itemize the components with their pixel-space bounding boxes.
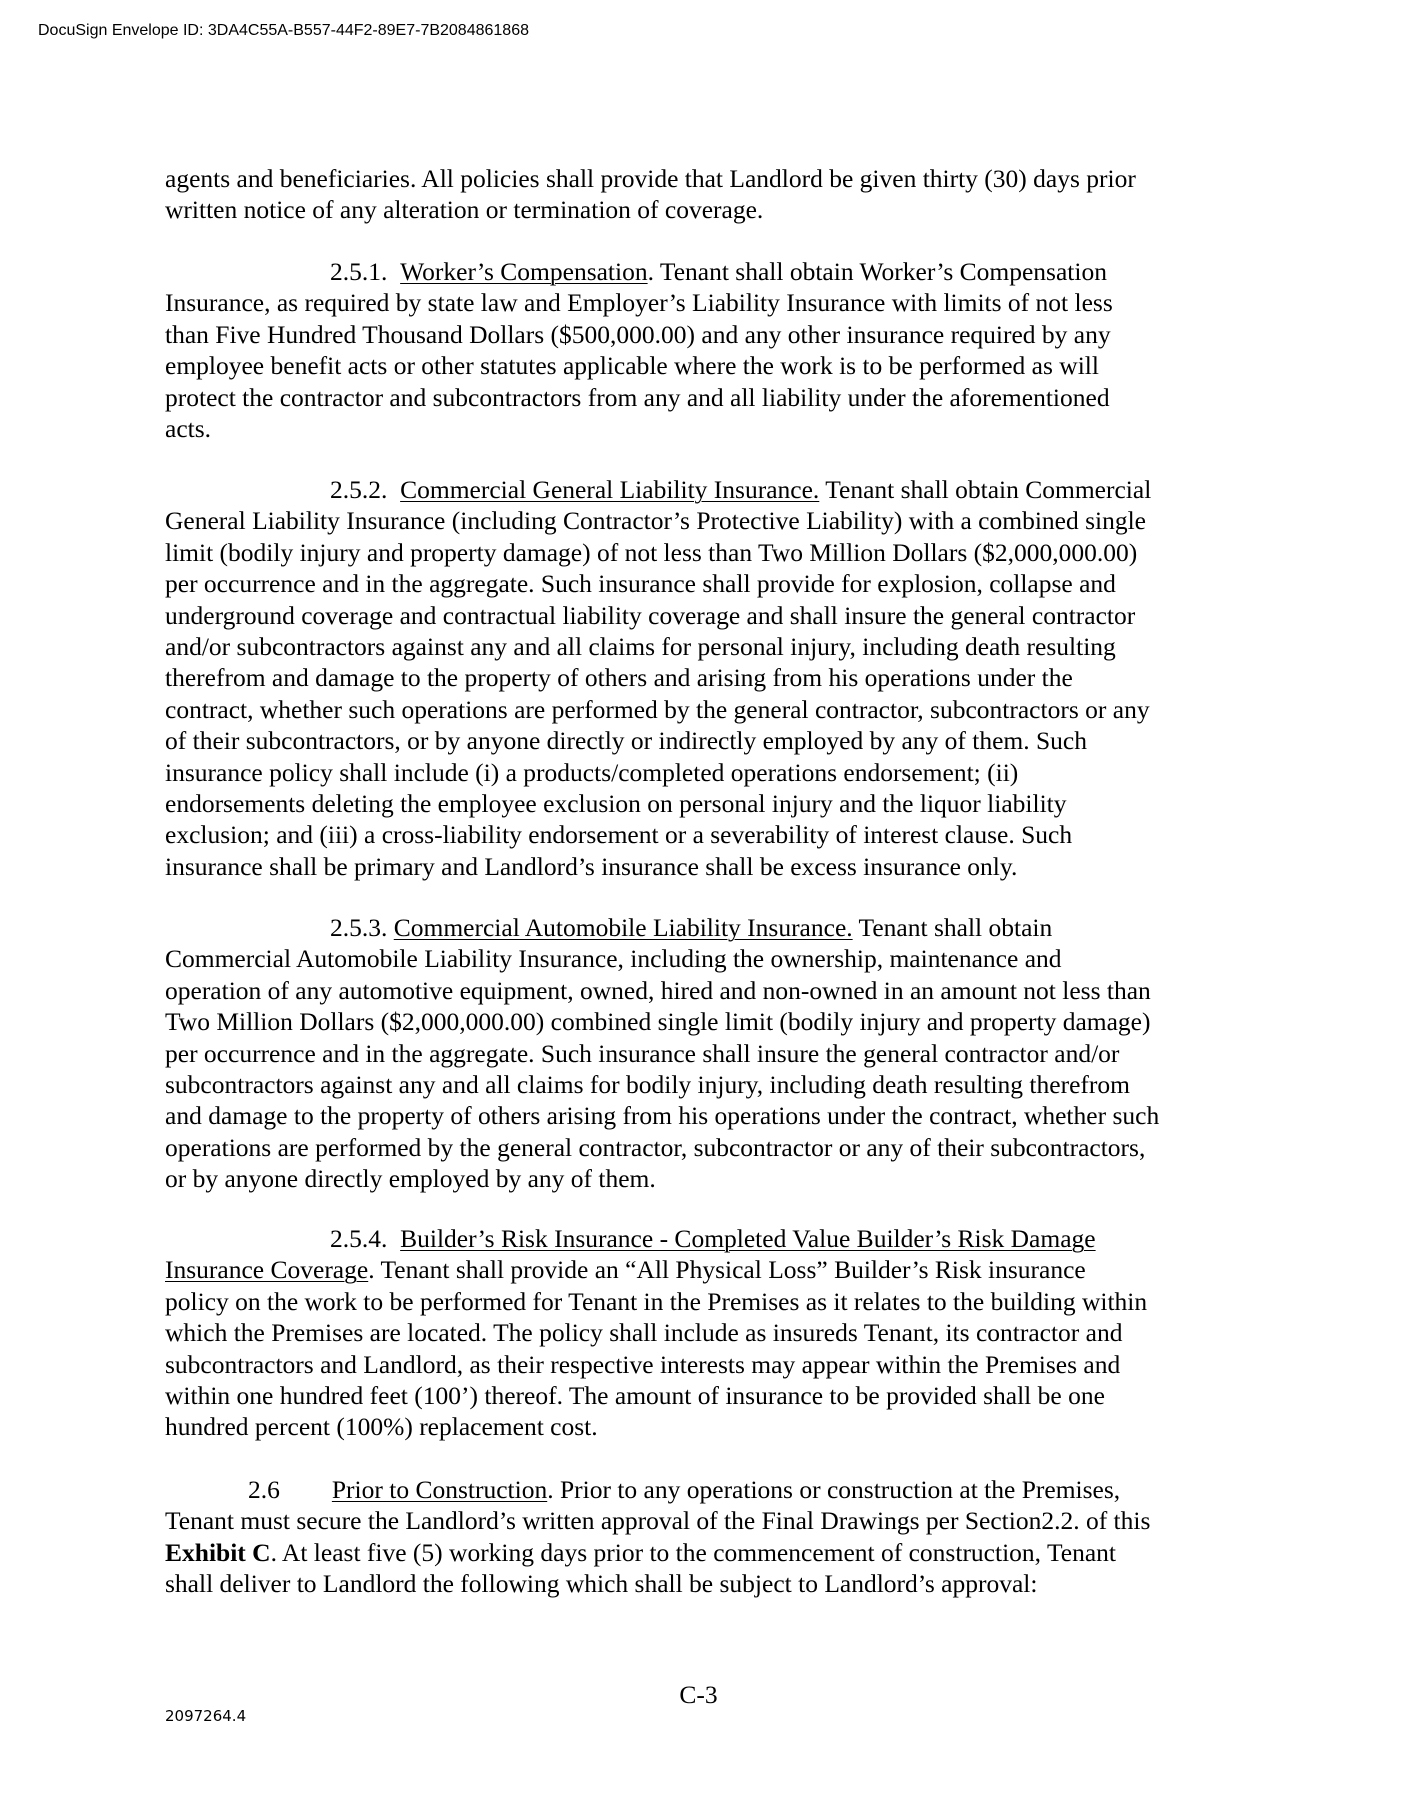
text-line: limit (bodily injury and property damage) of not less than Two Million Dollars ($2,000,000.00)	[165, 537, 1138, 567]
text-line: acts.	[165, 413, 212, 443]
text-line: shall deliver to Landlord the following which shall be subject to Landlord’s approval:	[165, 1569, 1038, 1599]
text-line: Commercial Automobile Liability Insurance, including the ownership, maintenance and	[165, 944, 1062, 974]
text-line: endorsements deleting the employee exclusion on personal injury and the liquor liability	[165, 788, 1067, 818]
text-line: written notice of any alteration or termination of coverage.	[165, 195, 764, 225]
text-line: insurance policy shall include (i) a products/completed operations endorsement; (ii)	[165, 757, 1019, 787]
text-line: and/or subcontractors against any and all claims for personal injury, including death resulting	[165, 631, 1116, 661]
section-heading-line	[165, 912, 1237, 943]
section-number: 2.5.4.	[330, 1224, 388, 1253]
section-2-5-3	[165, 912, 1237, 1195]
text-line: subcontractors and Landlord, as their respective interests may appear within the Premises and	[165, 1349, 1121, 1379]
text-fragment: Tenant shall obtain	[852, 913, 1053, 942]
docusign-envelope-id: DocuSign Envelope ID: 3DA4C55A-B557-44F2-89E7-7B2084861868	[38, 22, 529, 39]
text-line: than Five Hundred Thousand Dollars ($500,000.00) and any other insurance required by any	[165, 319, 1111, 349]
text-fragment: . At least five (5) working days prior to the commencement of construction, Tenant	[270, 1537, 1116, 1567]
text-fragment: Tenant shall obtain Commercial	[819, 475, 1152, 504]
text-line: per occurrence and in the aggregate. Such insurance shall insure the general contractor and/or	[165, 1038, 1120, 1068]
text-line: policy on the work to be performed for Tenant in the Premises as it relates to the building within	[165, 1286, 1148, 1316]
section-title: Commercial Automobile Liability Insurance.	[393, 913, 853, 942]
text-fragment: . Tenant shall provide an “All Physical Loss” Builder’s Risk insurance	[368, 1255, 1086, 1285]
text-line: Insurance, as required by state law and Employer’s Liability Insurance with limits of not less	[165, 288, 1113, 318]
text-line: hundred percent (100%) replacement cost.	[165, 1412, 598, 1442]
text-line: operations are performed by the general contractor, subcontractor or any of their subcontractors,	[165, 1132, 1146, 1162]
section-title-continued: Insurance Coverage	[165, 1255, 369, 1285]
section-title: Prior to Construction	[331, 1475, 548, 1504]
text-line: of their subcontractors, or by anyone directly or indirectly employed by any of them. Such	[165, 726, 1087, 756]
text-line: subcontractors against any and all claims for bodily injury, including death resulting therefrom	[165, 1069, 1130, 1099]
text-line: insurance shall be primary and Landlord’s insurance shall be excess insurance only.	[165, 851, 1018, 881]
text-line: exclusion; and (iii) a cross-liability endorsement or a severability of interest clause. Such	[165, 820, 1073, 850]
text-line: which the Premises are located. The policy shall include as insureds Tenant, its contractor and	[165, 1318, 1123, 1348]
text-line: or by anyone directly employed by any of them.	[165, 1164, 656, 1194]
text-line: agents and beneficiaries. All policies shall provide that Landlord be given thirty (30) days prior	[165, 164, 1136, 193]
section-number: 2.5.1.	[330, 257, 388, 286]
section-heading-line	[165, 1474, 1237, 1505]
section-2-5-2	[165, 474, 1237, 882]
section-heading-line	[165, 1223, 1237, 1254]
page-number	[0, 1680, 1401, 1710]
text-line: General Liability Insurance (including Contractor’s Protective Liability) with a combined single	[165, 506, 1147, 536]
section-2-5-4	[165, 1223, 1237, 1443]
text-line: and damage to the property of others arising from his operations under the contract, whether such	[165, 1101, 1160, 1131]
section-2-5-1	[165, 256, 1237, 444]
text-line: protect the contractor and subcontractors from any and all liability under the aforementioned	[165, 382, 1110, 412]
section-heading-line	[165, 474, 1237, 505]
text-line: underground coverage and contractual liability coverage and shall insure the general contractor	[165, 600, 1136, 630]
exhibit-reference: Exhibit C	[165, 1537, 271, 1567]
text-line: employee benefit acts or other statutes applicable where the work is to be performed as will	[165, 351, 1099, 381]
section-title: Commercial General Liability Insurance.	[400, 475, 820, 504]
section-number: 2.5.3.	[330, 913, 388, 942]
page-number-text: C-3	[679, 1680, 718, 1709]
section-heading-line	[165, 256, 1237, 287]
section-title: Worker’s Compensation	[400, 257, 648, 286]
text-line: operation of any automotive equipment, owned, hired and non-owned in an amount not less than	[165, 975, 1151, 1005]
document-id: 2097264.4	[165, 1707, 247, 1725]
text-line: within one hundred feet (100’) thereof. The amount of insurance to be provided shall be one	[165, 1380, 1105, 1410]
section-number: 2.6	[248, 1475, 280, 1504]
section-2-6	[165, 1474, 1237, 1600]
text-line: Two Million Dollars ($2,000,000.00) combined single limit (bodily injury and property damage)	[165, 1007, 1151, 1037]
section-title: Builder’s Risk Insurance - Completed Value Builder’s Risk Damage	[400, 1224, 1096, 1253]
intro-paragraph	[165, 163, 1237, 226]
text-line: Tenant must secure the Landlord’s written approval of the Final Drawings per Section2.2. of this	[165, 1506, 1151, 1536]
section-number: 2.5.2.	[330, 475, 388, 504]
text-line	[165, 1254, 1237, 1285]
text-line: per occurrence and in the aggregate. Such insurance shall provide for explosion, collapse and	[165, 569, 1116, 599]
text-line: therefrom and damage to the property of others and arising from his operations under the	[165, 663, 1073, 693]
text-line	[165, 1537, 1237, 1568]
text-line: contract, whether such operations are performed by the general contractor, subcontractors or any	[165, 694, 1150, 724]
text-fragment: . Tenant shall obtain Worker’s Compensation	[647, 257, 1107, 286]
text-fragment: . Prior to any operations or construction at the Premises,	[547, 1475, 1121, 1504]
